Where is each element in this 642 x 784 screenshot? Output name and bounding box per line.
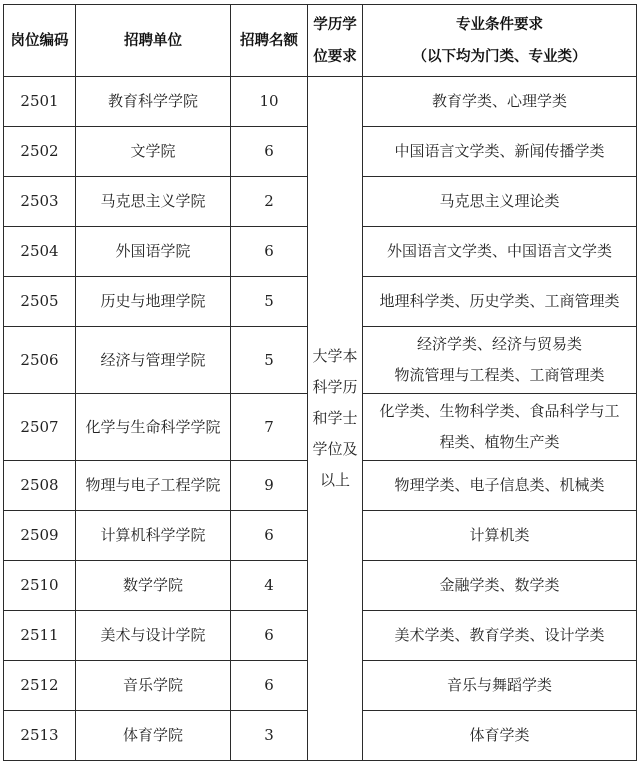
- major-requirement-line: 地理科学类、历史学类、工商管理类: [379, 292, 620, 310]
- major-requirement: [363, 711, 637, 761]
- quota-count: 6: [231, 611, 308, 661]
- position-code: 2505: [4, 277, 76, 327]
- quota-count: 6: [231, 127, 308, 177]
- header-code: 岗位编码: [4, 5, 76, 77]
- degree-requirement-line: 大学本: [312, 347, 358, 365]
- major-requirement: [363, 177, 637, 227]
- major-requirement: [363, 661, 637, 711]
- major-requirement-line: 化学类、生物科学类、食品科学与工: [379, 402, 620, 420]
- recruiting-unit: 音乐学院: [76, 661, 231, 711]
- recruiting-unit: 经济与管理学院: [76, 327, 231, 394]
- degree-requirement-line: 学位及: [312, 440, 358, 458]
- quota-count: 6: [231, 511, 308, 561]
- major-requirement: [363, 327, 637, 394]
- header-count: 招聘名额: [231, 5, 308, 77]
- major-requirement-line: 音乐与舞蹈学类: [446, 676, 552, 694]
- position-code: 2509: [4, 511, 76, 561]
- header-degree: 学历学 位要求: [308, 5, 363, 77]
- recruiting-unit: 外国语学院: [76, 227, 231, 277]
- major-requirement: [363, 77, 637, 127]
- degree-requirement-line: 和学士: [312, 409, 358, 427]
- major-requirement: [363, 511, 637, 561]
- major-requirement-line: 程类、植物生产类: [439, 433, 560, 451]
- header-major: 专业条件要求 （以下均为门类、专业类）: [363, 5, 637, 77]
- major-requirement-line: 教育学类、心理学类: [431, 92, 567, 110]
- position-code: 2512: [4, 661, 76, 711]
- position-code: 2508: [4, 461, 76, 511]
- recruiting-unit: 化学与生命科学学院: [76, 394, 231, 461]
- major-requirement: [363, 561, 637, 611]
- quota-count: 6: [231, 227, 308, 277]
- quota-count: 5: [231, 277, 308, 327]
- position-code: 2502: [4, 127, 76, 177]
- recruiting-unit: 马克思主义学院: [76, 177, 231, 227]
- header-row: [4, 5, 637, 77]
- major-requirement-line: 经济学类、经济与贸易类: [416, 335, 582, 353]
- position-code: 2506: [4, 327, 76, 394]
- position-code: 2511: [4, 611, 76, 661]
- recruiting-unit: 美术与设计学院: [76, 611, 231, 661]
- major-requirement-line: 外国语言文学类、中国语言文学类: [386, 242, 612, 260]
- major-requirement: [363, 461, 637, 511]
- position-code: 2503: [4, 177, 76, 227]
- major-requirement-line: 体育学类: [469, 726, 530, 744]
- major-requirement-line: 金融学类、数学类: [439, 576, 560, 594]
- position-code: 2513: [4, 711, 76, 761]
- position-code: 2510: [4, 561, 76, 611]
- major-requirement: [363, 277, 637, 327]
- quota-count: 4: [231, 561, 308, 611]
- quota-count: 5: [231, 327, 308, 394]
- position-code: 2501: [4, 77, 76, 127]
- recruiting-unit: 教育科学学院: [76, 77, 231, 127]
- recruiting-unit: 历史与地理学院: [76, 277, 231, 327]
- table-row: [4, 77, 637, 127]
- recruiting-unit: 计算机科学学院: [76, 511, 231, 561]
- quota-count: 10: [231, 77, 308, 127]
- major-requirement-line: 物流管理与工程类、工商管理类: [394, 366, 605, 384]
- quota-count: 6: [231, 661, 308, 711]
- major-requirement-line: 中国语言文学类、新闻传播学类: [394, 142, 605, 160]
- position-code: 2507: [4, 394, 76, 461]
- recruiting-unit: 体育学院: [76, 711, 231, 761]
- major-requirement: [363, 394, 637, 461]
- recruiting-unit: 物理与电子工程学院: [76, 461, 231, 511]
- degree-requirement-line: 科学历: [312, 378, 358, 396]
- major-requirement-line: 计算机类: [469, 526, 530, 544]
- recruiting-unit: 数学学院: [76, 561, 231, 611]
- degree-requirement-line: 以上: [319, 471, 350, 489]
- major-requirement: [363, 127, 637, 177]
- quota-count: 2: [231, 177, 308, 227]
- degree-requirement: [308, 77, 363, 761]
- recruitment-table: [3, 4, 637, 761]
- header-unit: 招聘单位: [76, 5, 231, 77]
- major-requirement-line: 美术学类、教育学类、设计学类: [394, 626, 605, 644]
- quota-count: 3: [231, 711, 308, 761]
- major-requirement-line: 物理学类、电子信息类、机械类: [394, 476, 605, 494]
- major-requirement-line: 马克思主义理论类: [439, 192, 560, 210]
- major-requirement: [363, 611, 637, 661]
- quota-count: 9: [231, 461, 308, 511]
- recruiting-unit: 文学院: [76, 127, 231, 177]
- position-code: 2504: [4, 227, 76, 277]
- quota-count: 7: [231, 394, 308, 461]
- major-requirement: [363, 227, 637, 277]
